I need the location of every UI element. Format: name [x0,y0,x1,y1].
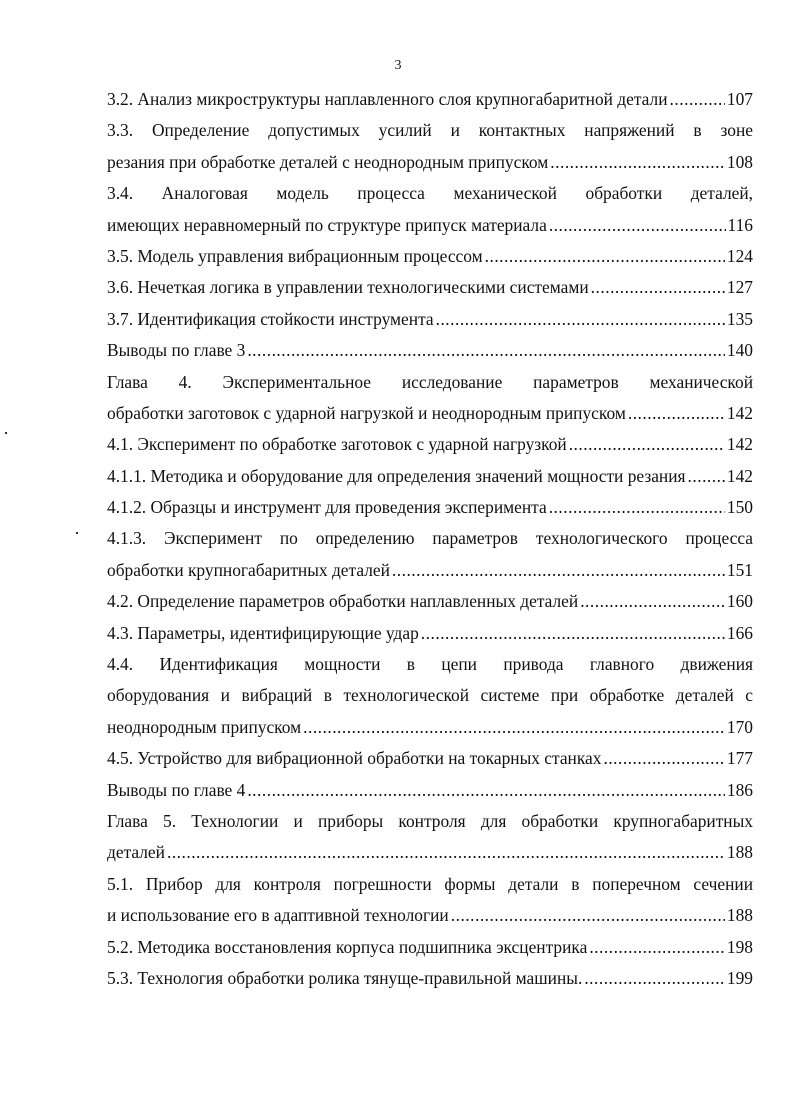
toc-line [107,680,753,711]
dot-leader [603,743,724,774]
toc-page-number: 135 [726,308,753,329]
dot-leader [392,555,725,586]
toc-entry [107,335,753,366]
toc-entry [107,367,753,430]
toc-page-number: 151 [726,559,753,580]
dot-leader [584,963,725,994]
toc-line [107,618,753,649]
toc-entry-title: 3.3. Определение допустимых усилий и контактных напряжений в зоне [107,120,753,141]
toc-line [107,932,753,963]
toc-line [107,523,753,554]
toc-page-number: 140 [726,340,753,361]
toc-entry [107,806,753,869]
toc-page-number: 116 [727,214,753,235]
toc-entry-title: 3.7. Идентификация стойкости инструмента [107,308,434,329]
toc-page-number: 186 [726,779,753,800]
toc-entry-title: 4.1. Эксперимент по обработке заготовок с ударной нагрузкой [107,434,567,455]
toc-line [107,806,753,837]
toc-line [107,115,753,146]
dot-leader [247,335,725,366]
toc-line [107,272,753,303]
toc-entry-title: и использование его в адаптивной технологии [107,905,449,926]
toc-line [107,210,753,241]
toc-entry-title: оборудования и вибраций в технологической системе при обработке деталей с [107,685,753,706]
toc-page-number: 188 [726,842,753,863]
toc-entry-title: 4.1.3. Эксперимент по определению параметров технологического процесса [107,528,753,549]
page-number: 3 [394,58,402,73]
toc-entry [107,461,753,492]
toc-entry-title: неоднородным припуском [107,716,302,737]
toc-page-number: 199 [726,967,753,988]
toc-entry-title: Выводы по главе 3 [107,340,246,361]
dot-leader [421,618,725,649]
toc-page-number: 166 [726,622,753,643]
toc-line [107,147,753,178]
toc-page-number: 142 [726,402,753,423]
toc-line [107,837,753,868]
toc-entry [107,492,753,523]
toc-entry-title: Глава 5. Технологии и приборы контроля для обработки крупногабаритных [107,810,753,831]
toc-entry [107,272,753,303]
toc-entry-title: 4.2. Определение параметров обработки наплавленных деталей [107,591,579,612]
toc-page-number: 142 [726,434,753,455]
toc-line [107,178,753,209]
toc-page-number: 170 [726,716,753,737]
toc-entry-title: деталей [107,842,165,863]
scan-mark [5,432,7,434]
dot-leader [247,775,725,806]
toc-entry [107,178,753,241]
toc-entry-title: 4.1.1. Методика и оборудование для определения значений мощности резания [107,465,686,486]
dot-leader [549,210,726,241]
dot-leader [589,932,725,963]
toc-line [107,775,753,806]
toc-entry-title: обработки крупногабаритных деталей [107,559,390,580]
toc-entry-title: 5.2. Методика восстановления корпуса подшипника эксцентрика [107,936,588,957]
toc-entry [107,775,753,806]
toc-line [107,367,753,398]
scan-mark [76,532,78,534]
toc-line [107,963,753,994]
dot-leader [569,429,725,460]
toc-entry [107,743,753,774]
toc-page-number: 150 [726,497,753,518]
toc-entry-title: 4.3. Параметры, идентифицирующие удар [107,622,419,643]
dot-leader [451,900,725,931]
toc-page-number: 127 [726,277,753,298]
toc-page-number: 188 [726,905,753,926]
toc-entry [107,429,753,460]
toc-page-number: 177 [726,748,753,769]
toc-entry [107,115,753,178]
dot-leader [688,461,725,492]
toc-line [107,84,753,115]
toc-page-number: 107 [726,89,753,109]
toc-line [107,304,753,335]
toc-page-number: 142 [726,465,753,486]
toc-entry [107,869,753,932]
toc-line [107,586,753,617]
toc-line [107,649,753,680]
dot-leader [485,241,725,272]
toc-line [107,398,753,429]
toc-line [107,743,753,774]
dot-leader [580,586,725,617]
toc-entry [107,523,753,586]
toc-entry-title: Глава 4. Экспериментальное исследование параметров механической [107,371,753,392]
toc-entry-title: 4.1.2. Образцы и инструмент для проведения эксперимента [107,497,547,518]
dot-leader [436,304,725,335]
toc-entry-title: 5.1. Прибор для контроля погрешности формы детали в поперечном сечении [107,873,753,894]
toc-entry-title: имеющих неравномерный по структуре припуск материала [107,214,547,235]
toc-entry [107,649,753,743]
toc-entry-title: Выводы по главе 4 [107,779,246,800]
toc-line [107,492,753,523]
toc-line [107,335,753,366]
toc-entry-title: 3.2. Анализ микроструктуры наплавленного слоя крупногабаритной детали [107,89,668,109]
dot-leader [549,492,725,523]
dot-leader [628,398,725,429]
toc-entry-title: 5.3. Технология обработки ролика тянуще-правильной машины. [107,967,583,988]
toc-entry [107,304,753,335]
dot-leader [303,712,725,743]
toc-entry-title: 4.4. Идентификация мощности в цепи привода главного движения [107,654,753,675]
dot-leader [670,84,725,115]
toc-line [107,241,753,272]
toc-entry [107,963,753,994]
toc-line [107,429,753,460]
toc-line [107,461,753,492]
toc-page-number: 160 [726,591,753,612]
toc-entry-title: резания при обработке деталей с неоднородным припуском [107,151,549,172]
toc-entry [107,586,753,617]
toc-entry [107,241,753,272]
toc-line [107,900,753,931]
toc-page-number: 108 [726,151,753,172]
toc-entry-title: 4.5. Устройство для вибрационной обработки на токарных станках [107,748,602,769]
toc-entry-title: 3.5. Модель управления вибрационным процессом [107,245,483,266]
toc-line [107,869,753,900]
toc-entry-title: 3.4. Аналоговая модель процесса механической обработки деталей, [107,183,753,204]
dot-leader [167,837,725,868]
toc-entry [107,932,753,963]
dot-leader [591,272,725,303]
toc-line [107,555,753,586]
toc-page-number: 198 [726,936,753,957]
dot-leader [550,147,725,178]
toc-page-number: 124 [726,245,753,266]
toc-line [107,712,753,743]
toc-entry [107,618,753,649]
toc-entry-title: обработки заготовок с ударной нагрузкой и неоднородным припуском [107,402,626,423]
toc-entry [107,84,753,115]
table-of-contents [107,84,753,994]
toc-entry-title: 3.6. Нечеткая логика в управлении технологическими системами [107,277,589,298]
